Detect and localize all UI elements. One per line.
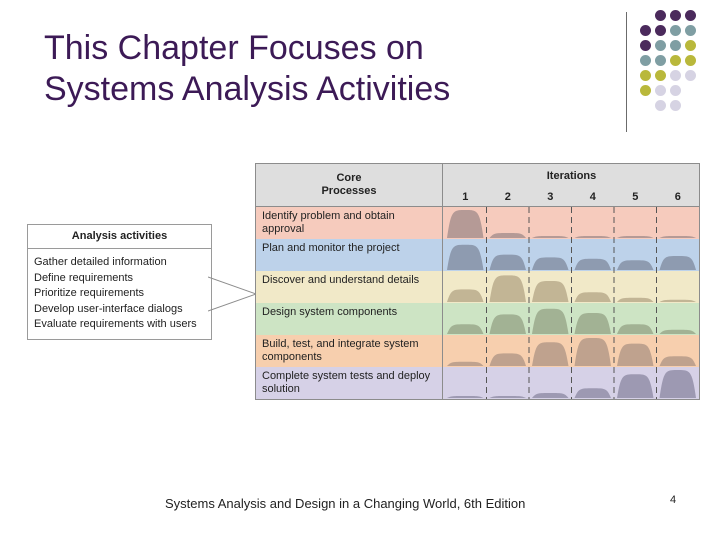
- decor-dot: [655, 100, 666, 111]
- decor-dot: [670, 70, 681, 81]
- decor-dot: [655, 40, 666, 51]
- decor-dot: [655, 10, 666, 21]
- decor-dot: [670, 25, 681, 36]
- page-number: 4: [670, 494, 677, 506]
- callout-pointer: [208, 275, 258, 315]
- iteration-dividers: [256, 164, 699, 399]
- decor-dot: [640, 40, 651, 51]
- analysis-activity-item: Evaluate requirements with users: [34, 318, 197, 331]
- iteration-number: 3: [547, 191, 554, 203]
- slide-title: [44, 28, 584, 110]
- core-header-line2: Processes: [321, 185, 377, 197]
- decor-divider: [626, 12, 627, 132]
- iterations-header: Iterations: [546, 170, 597, 182]
- iteration-number: 6: [674, 191, 681, 203]
- core-process-label: Design system components: [256, 303, 443, 335]
- core-process-label: Identify problem and obtain approval: [256, 207, 443, 239]
- analysis-activities-list: [28, 249, 211, 333]
- decor-dot: [655, 85, 666, 96]
- decor-dot: [670, 55, 681, 66]
- decor-dot: [670, 85, 681, 96]
- slide-footer: Systems Analysis and Design in a Changing World, 6th Edition: [165, 496, 526, 511]
- core-process-label: Plan and monitor the project: [256, 239, 443, 271]
- iteration-number: 2: [504, 191, 511, 203]
- decor-dot: [640, 55, 651, 66]
- analysis-activity-item: Prioritize requirements: [34, 287, 145, 300]
- iteration-number: 4: [589, 191, 596, 203]
- decor-dot: [655, 55, 666, 66]
- decor-dot: [640, 85, 651, 96]
- decor-dot: [670, 100, 681, 111]
- core-process-label: Complete system tests and deploy solution: [256, 367, 443, 399]
- decor-dot: [640, 70, 651, 81]
- analysis-activities-box: [27, 224, 212, 340]
- decor-dot: [685, 25, 696, 36]
- decor-dot: [685, 70, 696, 81]
- core-header-line1: Core: [336, 172, 362, 184]
- core-process-label: Discover and understand details: [256, 271, 443, 303]
- decor-dot: [670, 40, 681, 51]
- analysis-activities-header: Analysis activities: [28, 225, 211, 249]
- iterations-figure: [255, 163, 700, 400]
- decor-dot: [670, 10, 681, 21]
- decor-dot: [685, 55, 696, 66]
- analysis-activity-item: Gather detailed information: [34, 256, 167, 268]
- decor-dot: [685, 10, 696, 21]
- core-process-label: Build, test, and integrate system components: [256, 335, 443, 367]
- iteration-number: 1: [462, 191, 469, 203]
- slide-title-line1: This Chapter Focuses on: [44, 29, 424, 67]
- decor-dot: [655, 25, 666, 36]
- iteration-number: 5: [632, 191, 639, 203]
- analysis-activity-item: Define requirements: [34, 271, 134, 284]
- decor-dot: [655, 70, 666, 81]
- slide-title-line2: Systems Analysis Activities: [44, 70, 451, 108]
- decor-dot: [685, 40, 696, 51]
- decor-dot: [640, 25, 651, 36]
- analysis-activity-item: Develop user-interface dialogs: [34, 302, 183, 315]
